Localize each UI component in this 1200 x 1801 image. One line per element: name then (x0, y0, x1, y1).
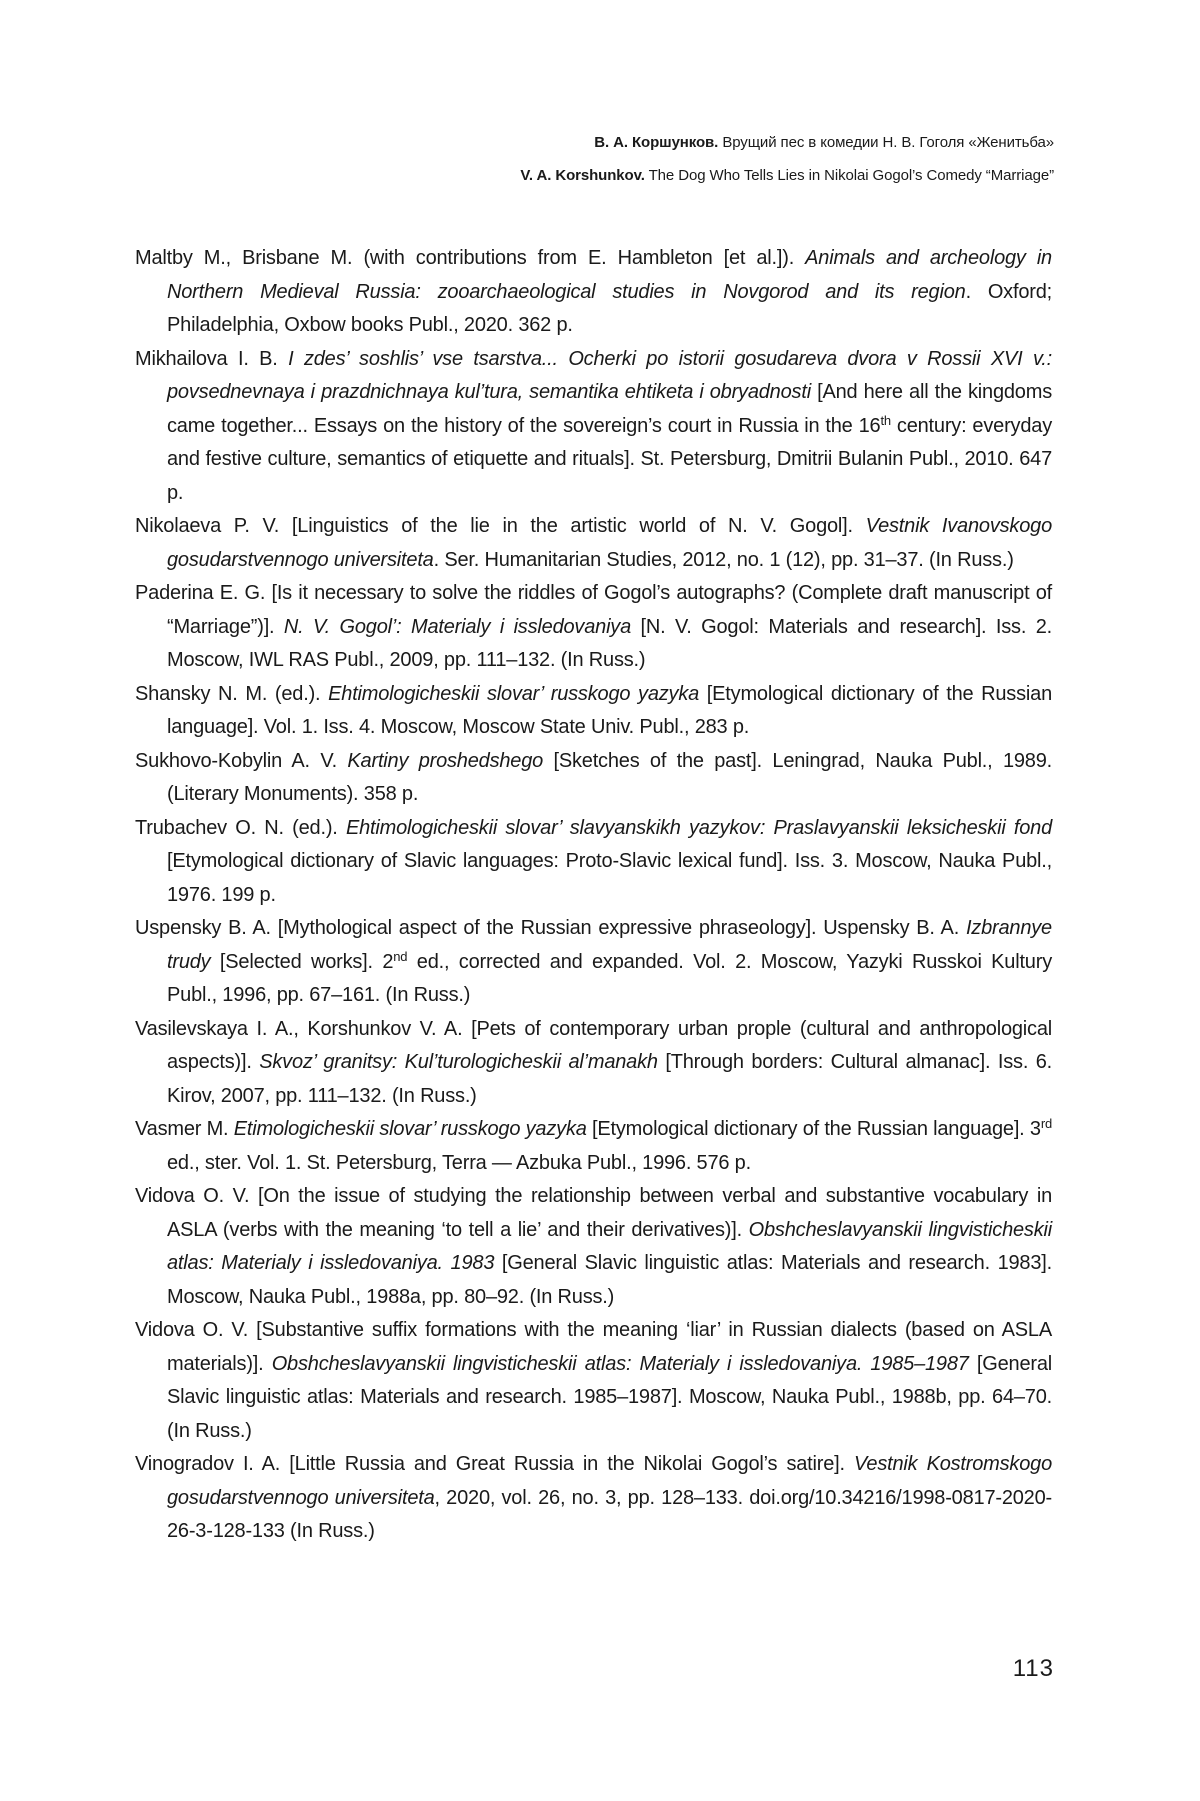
reference-superscript: th (880, 412, 891, 428)
reference-superscript: rd (1040, 1116, 1052, 1131)
reference-text: Shansky N. M. (ed.). (135, 682, 329, 705)
reference-entry-uspensky (135, 912, 1052, 1013)
running-header-russian (154, 126, 1054, 159)
running-header-ru-author: В. А. Коршунков. (594, 134, 719, 151)
reference-text: Vidova O. V. [Substantive suffix formations with the meaning ‘liar’ in Russian dialects (based on ASLA materials)]. (135, 1319, 1052, 1375)
reference-text: Paderina E. G. [Is it necessary to solve the riddles of Gogol’s autographs? (Complete draft manuscript of “Marriage”)]. (135, 582, 1052, 638)
reference-text: Trubachev O. N. (ed.). (135, 816, 346, 839)
reference-source-title: N. V. Gogol’: Materialy i issledovaniya (283, 615, 632, 638)
reference-text: [Through borders: Cultural almanac]. Iss. 6. Kirov, 2007, pp. 111–132. (In Russ.) (167, 1051, 1052, 1107)
reference-text: ed., corrected and expanded. Vol. 2. Moscow, Yazyki Russkoi Kultury Publ., 1996, pp. 67–161. (In Russ.) (167, 950, 1052, 1006)
reference-text: Vasilevskaya I. A., Korshunkov V. A. [Pets of contemporary urban prople (cultural and anthropological aspects)]. (135, 1017, 1052, 1073)
reference-entry-maltby (135, 242, 1052, 343)
reference-source-title: Vestnik Kostromskogo gosudarstvennogo universiteta (167, 1453, 1052, 1509)
reference-source-title: Ehtimologicheskii slovar’ russkogo yazyka (328, 682, 700, 705)
reference-entry-sukhovo-kobylin (135, 745, 1052, 812)
reference-superscript: nd (393, 948, 408, 964)
reference-entry-nikolaeva (135, 510, 1052, 577)
reference-source-title: I zdes’ soshlis’ vse tsarstva... Ocherki po istorii gosudareva dvora v Rossii XVI v.: povsednevnaya i prazdnichnaya kul’tura, semantika ehtiketa i obryadnosti (167, 347, 1053, 403)
reference-source-title: Animals and archeology in Northern Medieval Russia: zooarchaeological studies in Novgorod and its region (167, 247, 1052, 303)
reference-text: . Oxford; Philadelphia, Oxbow books Publ., 2020. 362 p. (167, 280, 1052, 336)
reference-entry-vasmer (135, 1113, 1052, 1180)
reference-entry-vinogradov (135, 1448, 1052, 1549)
reference-text: [Selected works]. 2 (210, 950, 394, 973)
reference-text: Maltby M., Brisbane M. (with contributions from E. Hambleton [et al.]). (135, 247, 806, 269)
reference-text: [Etymological dictionary of the Russian language]. Vol. 1. Iss. 4. Moscow, Moscow State Univ. Publ., 283 p. (167, 682, 1052, 738)
reference-source-title: Skvoz’ granitsy: Kul’turologicheskii al’manakh (259, 1051, 658, 1073)
reference-text: [Sketches of the past]. Leningrad, Nauka Publ., 1989. (Literary Monuments). 358 p. (167, 749, 1052, 805)
reference-source-title: Kartiny proshedshego (347, 749, 544, 772)
reference-text: [Etymological dictionary of Slavic languages: Proto-Slavic lexical fund]. Iss. 3. Moscow, Nauka Publ., 1976. 199 p. (167, 850, 1052, 906)
reference-entry-vidova-1988b (135, 1314, 1052, 1448)
reference-text: [And here all the kingdoms came together... Essays on the history of the sovereign’s court in Russia in the 16 (167, 381, 1052, 437)
reference-text: Sukhovo-Kobylin A. V. (135, 749, 348, 772)
reference-text: Nikolaeva P. V. [Linguistics of the lie in the artistic world of N. V. Gogol]. (135, 515, 866, 537)
reference-source-title: Obshcheslavyanskii lingvisticheskii atlas: Materialy i issledovaniya. 1983 (167, 1218, 1052, 1274)
reference-text: Uspensky B. A. [Mythological aspect of the Russian expressive phraseology]. Uspensky B. A. (135, 917, 966, 939)
reference-list (135, 242, 1052, 1549)
reference-entry-paderina (135, 577, 1052, 678)
running-header-ru-title: Врущий пес в комедии Н. В. Гоголя «Женитьба» (722, 134, 1054, 151)
reference-entry-shansky (135, 678, 1052, 745)
reference-text: Vidova O. V. [On the issue of studying the relationship between verbal and substantive vocabulary in ASLA (verbs with the meaning ‘to tell a lie’ and their derivatives)]. (135, 1185, 1052, 1241)
reference-text: [Etymological dictionary of the Russian language]. 3 (586, 1118, 1041, 1140)
reference-text: [General Slavic linguistic atlas: Materials and research. 1985–1987]. Moscow, Nauka Publ., 1988b, pp. 64–70. (In Russ.) (167, 1352, 1053, 1442)
reference-text: , 2020, vol. 26, no. 3, pp. 128–133. doi.org/10.34216/1998-0817-2020-26-3-128-133 (In Russ.) (167, 1486, 1052, 1542)
running-header-english (154, 159, 1054, 192)
reference-source-title: Ehtimologicheskii slovar’ slavyanskikh yazykov: Praslavyanskii leksicheskii fond (345, 816, 1053, 839)
reference-entry-vidova-1988a (135, 1180, 1052, 1314)
reference-text: Vasmer M. (135, 1118, 234, 1140)
running-header-en-author: V. A. Korshunkov. (520, 167, 645, 184)
reference-text: century: everyday and festive culture, semantics of etiquette and rituals]. St. Petersburg, Dmitrii Bulanin Publ., 2010. 647 p. (167, 414, 1052, 504)
running-header-en-title: The Dog Who Tells Lies in Nikolai Gogol’s Comedy “Marriage” (648, 167, 1054, 184)
reference-source-title: Vestnik Ivanovskogo gosudarstvennogo universiteta (167, 515, 1052, 571)
reference-text: [General Slavic linguistic atlas: Materials and research. 1983]. Moscow, Nauka Publ., 1988a, pp. 80–92. (In Russ.) (167, 1252, 1052, 1308)
reference-source-title: Etimologicheskii slovar’ russkogo yazyka (233, 1118, 587, 1140)
reference-source-title: Izbrannye trudy (167, 917, 1052, 973)
reference-text: . Ser. Humanitarian Studies, 2012, no. 1 (12), pp. 31–37. (In Russ.) (433, 548, 1014, 571)
reference-text: Mikhailova I. B. (135, 347, 289, 370)
reference-text: Vinogradov I. A. [Little Russia and Great Russia in the Nikolai Gogol’s satire]. (135, 1453, 854, 1475)
reference-entry-vasilevskaya (135, 1013, 1052, 1114)
reference-entry-mikhailova (135, 343, 1052, 511)
page-number: 113 (1012, 1655, 1054, 1682)
reference-text: [N. V. Gogol: Materials and research]. Iss. 2. Moscow, IWL RAS Publ., 2009, pp. 111–132. (In Russ.) (167, 615, 1052, 671)
running-header (154, 126, 1054, 192)
reference-source-title: Obshcheslavyanskii lingvisticheskii atlas: Materialy i issledovaniya. 1985–1987 (271, 1352, 969, 1375)
reference-entry-trubachev (135, 812, 1052, 913)
reference-text: ed., ster. Vol. 1. St. Petersburg, Terra — Azbuka Publ., 1996. 576 p. (167, 1151, 751, 1174)
